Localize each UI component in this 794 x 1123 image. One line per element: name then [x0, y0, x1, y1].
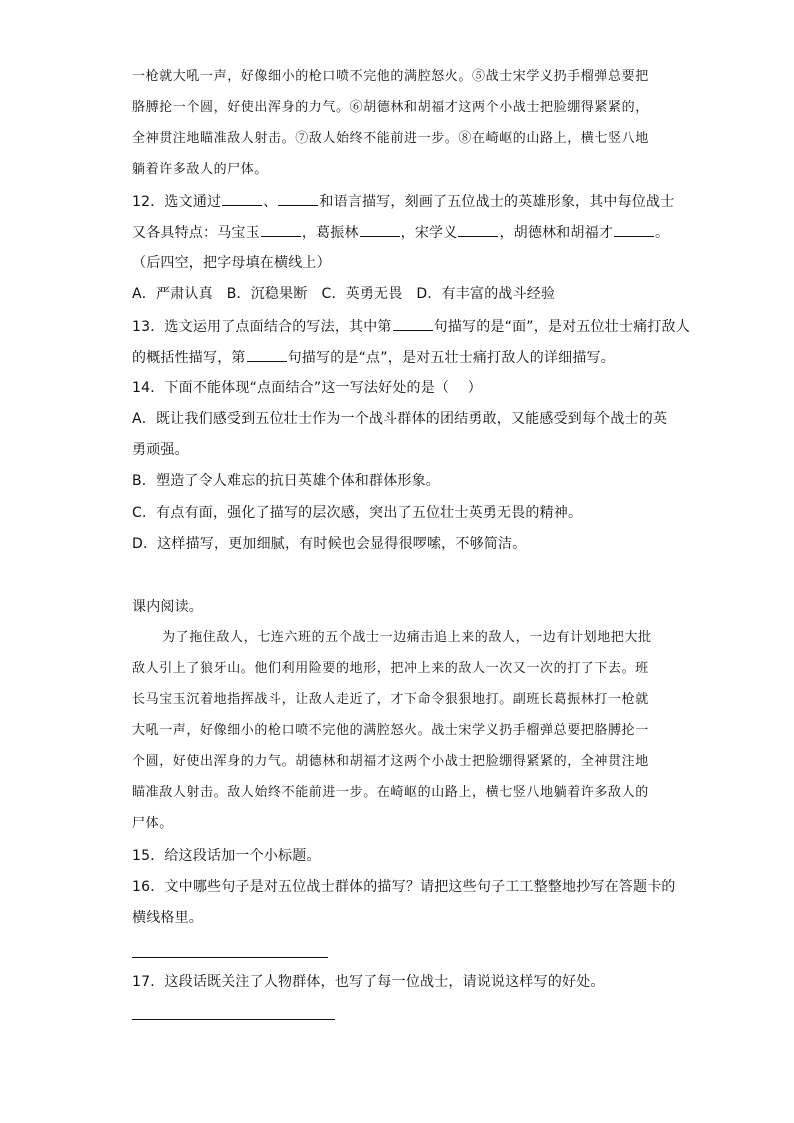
question-13-line-2: 的概括性描写，第 句描写的是“点”，是对五壮士痛打敌人的详细描写。: [132, 347, 615, 368]
answer-blank[interactable]: [360, 222, 400, 237]
passage-line: 瞄准敌人射击。敌人始终不能前进一步。在崎岖的山路上，横七竖八地躺着许多敌人的: [132, 785, 649, 800]
passage-line: 长马宝玉沉着地指挥战斗，让敌人走近了，才下命令狠狠地打。副班长葛振林打一枪就: [132, 692, 649, 707]
question-14-option-c: C．有点有面，强化了描写的层次感，突出了五位壮士英勇无畏的精神。: [132, 505, 583, 521]
answer-blank[interactable]: [247, 347, 287, 362]
passage-line: 尸体。: [132, 816, 173, 831]
passage-line: 全神贯注地瞄准敌人射击。⑦敌人始终不能前进一步。⑧在崎岖的山路上，横七竖八地: [132, 131, 649, 146]
answer-blank[interactable]: [222, 191, 262, 206]
question-13-line-1: 13．选文运用了点面结合的写法，其中第 句描写的是“面”，是对五位壮士痛打敌人: [132, 316, 690, 337]
answer-line[interactable]: [132, 1019, 335, 1020]
question-15: 15．给这段话加一个小标题。: [132, 848, 321, 864]
question-12-line-2: 又各具特点：马宝玉 ，葛振林 ，宋学义 ，胡德林和胡福才 。: [132, 222, 669, 243]
passage-line: 为了拖住敌人，七连六班的五个战士一边痛击追上来的敌人，一边有计划地把大批: [162, 630, 652, 645]
question-14-option-b: B．塑造了令人难忘的抗日英雄个体和群体形象。: [132, 473, 441, 489]
question-12-note: （后四空，把字母填在横线上）: [132, 255, 331, 271]
answer-blank[interactable]: [458, 222, 498, 237]
question-17: 17．这段话既关注了人物群体，也写了每一位战士，请说说这样写的好处。: [132, 974, 605, 990]
section-title: 课内阅读。: [132, 599, 203, 615]
answer-blank[interactable]: [278, 191, 318, 206]
question-16-line-2: 横线格里。: [132, 910, 203, 926]
question-14-option-a: A．既让我们感受到五位壮士作为一个战斗群体的团结勇敢，又能感受到每个战士的英: [132, 411, 668, 427]
question-16-line-1: 16．文中哪些句子是对五位战士群体的描写？请把这些句子工工整整地抄写在答题卡的: [132, 879, 676, 895]
answer-line[interactable]: [132, 957, 328, 958]
answer-blank[interactable]: [261, 222, 301, 237]
question-12-line-1: 12．选文通过 、 和语言描写，刻画了五位战士的英雄形象，其中每位战士: [132, 191, 674, 212]
passage-line: 胳膊抡一个圆，好使出浑身的力气。⑥胡德林和胡福才这两个小战士把脸绷得紧紧的，: [132, 100, 649, 115]
question-14-option-d: D．这样描写，更加细腻，有时候也会显得很啰嗦，不够简洁。: [132, 536, 527, 552]
question-12-options: A．严肃认真 B．沉稳果断 C．英勇无畏 D．有丰富的战斗经验: [132, 286, 556, 302]
passage-line: 一枪就大吼一声，好像细小的枪口喷不完他的满腔怒火。⑤战士宋学义扔手榴弹总要把: [132, 69, 649, 84]
answer-blank[interactable]: [614, 222, 654, 237]
passage-line: 躺着许多敌人的尸体。: [132, 162, 269, 177]
question-14-option-a-cont: 勇顽强。: [132, 442, 189, 458]
question-14-stem: 14．下面不能体现“点面结合”这一写法好处的是（ ）: [132, 380, 482, 396]
passage-line: 大吼一声，好像细小的枪口喷不完他的满腔怒火。战士宋学义扔手榴弹总要把胳膊抡一: [132, 723, 649, 738]
passage-line: 个圆，好使出浑身的力气。胡德林和胡福才这两个小战士把脸绷得紧紧的，全神贯注地: [132, 754, 649, 769]
passage-line: 敌人引上了狼牙山。他们利用险要的地形，把冲上来的敌人一次又一次的打了下去。班: [132, 661, 649, 676]
answer-blank[interactable]: [393, 316, 433, 331]
